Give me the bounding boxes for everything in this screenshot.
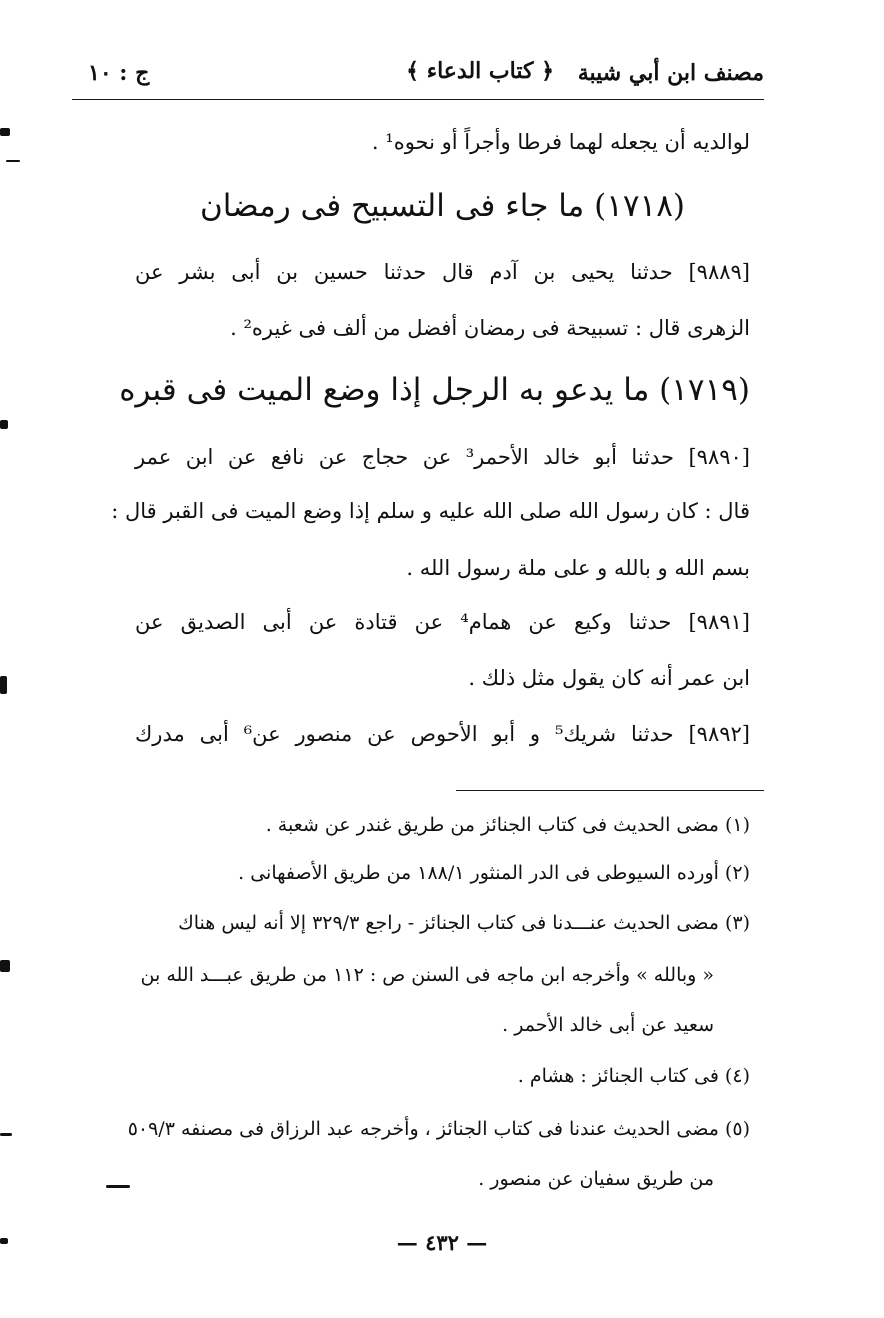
hadith-line: [٩٨٨٩] حدثنا يحيى بن آدم قال حدثنا حسين بن أبى بشر عن	[135, 260, 750, 284]
footnote: (٣) مضى الحديث عنـــدنا فى كتاب الجنائز - راجع ٣٢٩/٣ إلا أنه ليس هناك	[178, 912, 750, 934]
header-volume-number: ج : ١٠	[88, 60, 150, 86]
header-book-title: مصنف ابن أبي شيبة	[577, 60, 764, 86]
chapter-heading: (١٧١٩) ما يدعو به الرجل إذا وضع الميت فى قبره	[119, 372, 750, 408]
chapter-heading: (١٧١٨) ما جاء فى التسبيح فى رمضان	[200, 188, 685, 224]
scan-mark	[0, 1238, 8, 1244]
scan-mark	[6, 160, 20, 162]
scan-mark	[0, 128, 10, 136]
hadith-line: الزهرى قال : تسبيحة فى رمضان أفضل من ألف فى غيره² .	[230, 316, 750, 340]
hadith-line: [٩٨٩١] حدثنا وكيع عن همام⁴ عن قتادة عن أبى الصديق عن	[135, 610, 750, 634]
scan-mark	[106, 1185, 130, 1188]
page-number: — ٤٣٢ —	[396, 1230, 488, 1255]
footnote-continuation: سعيد عن أبى خالد الأحمر .	[502, 1014, 714, 1036]
footnote: (٥) مضى الحديث عندنا فى كتاب الجنائز ، وأخرجه عبد الرزاق فى مصنفه ٥٠٩/٣	[127, 1118, 750, 1140]
hadith-line: ابن عمر أنه كان يقول مثل ذلك .	[468, 666, 750, 690]
scan-mark	[0, 1133, 12, 1136]
hadith-line: بسم الله و بالله و على ملة رسول الله .	[406, 556, 750, 580]
header-rule	[72, 99, 764, 100]
footnote: (٤) فى كتاب الجنائز : هشام .	[517, 1065, 750, 1087]
scan-mark	[0, 676, 7, 694]
footnote-rule	[456, 790, 764, 791]
header-section-title: ﴿ كتاب الدعاء ﴾	[406, 58, 554, 84]
text-line: لوالديه أن يجعله لهما فرطا وأجراً أو نحوه¹ .	[371, 130, 750, 154]
hadith-line: [٩٨٩٠] حدثنا أبو خالد الأحمر³ عن حجاج عن نافع عن ابن عمر	[135, 445, 750, 469]
footnote-continuation: « وبالله » وأخرجه ابن ماجه فى السنن ص : ١١٢ من طريق عبـــد الله بن	[140, 964, 714, 986]
footnote: (١) مضى الحديث فى كتاب الجنائز من طريق غندر عن شعبة .	[265, 814, 750, 836]
footnote-continuation: من طريق سفيان عن منصور .	[478, 1168, 714, 1190]
footnote: (٢) أورده السيوطى فى الدر المنثور ١٨٨/١ من طريق الأصفهانى .	[238, 862, 750, 884]
scan-mark	[0, 420, 8, 429]
hadith-line: قال : كان رسول الله صلى الله عليه و سلم إذا وضع الميت فى القبر قال :	[111, 499, 750, 523]
scan-mark	[0, 960, 10, 972]
hadith-line: [٩٨٩٢] حدثنا شريك⁵ و أبو الأحوص عن منصور عن⁶ أبى مدرك	[135, 722, 750, 746]
